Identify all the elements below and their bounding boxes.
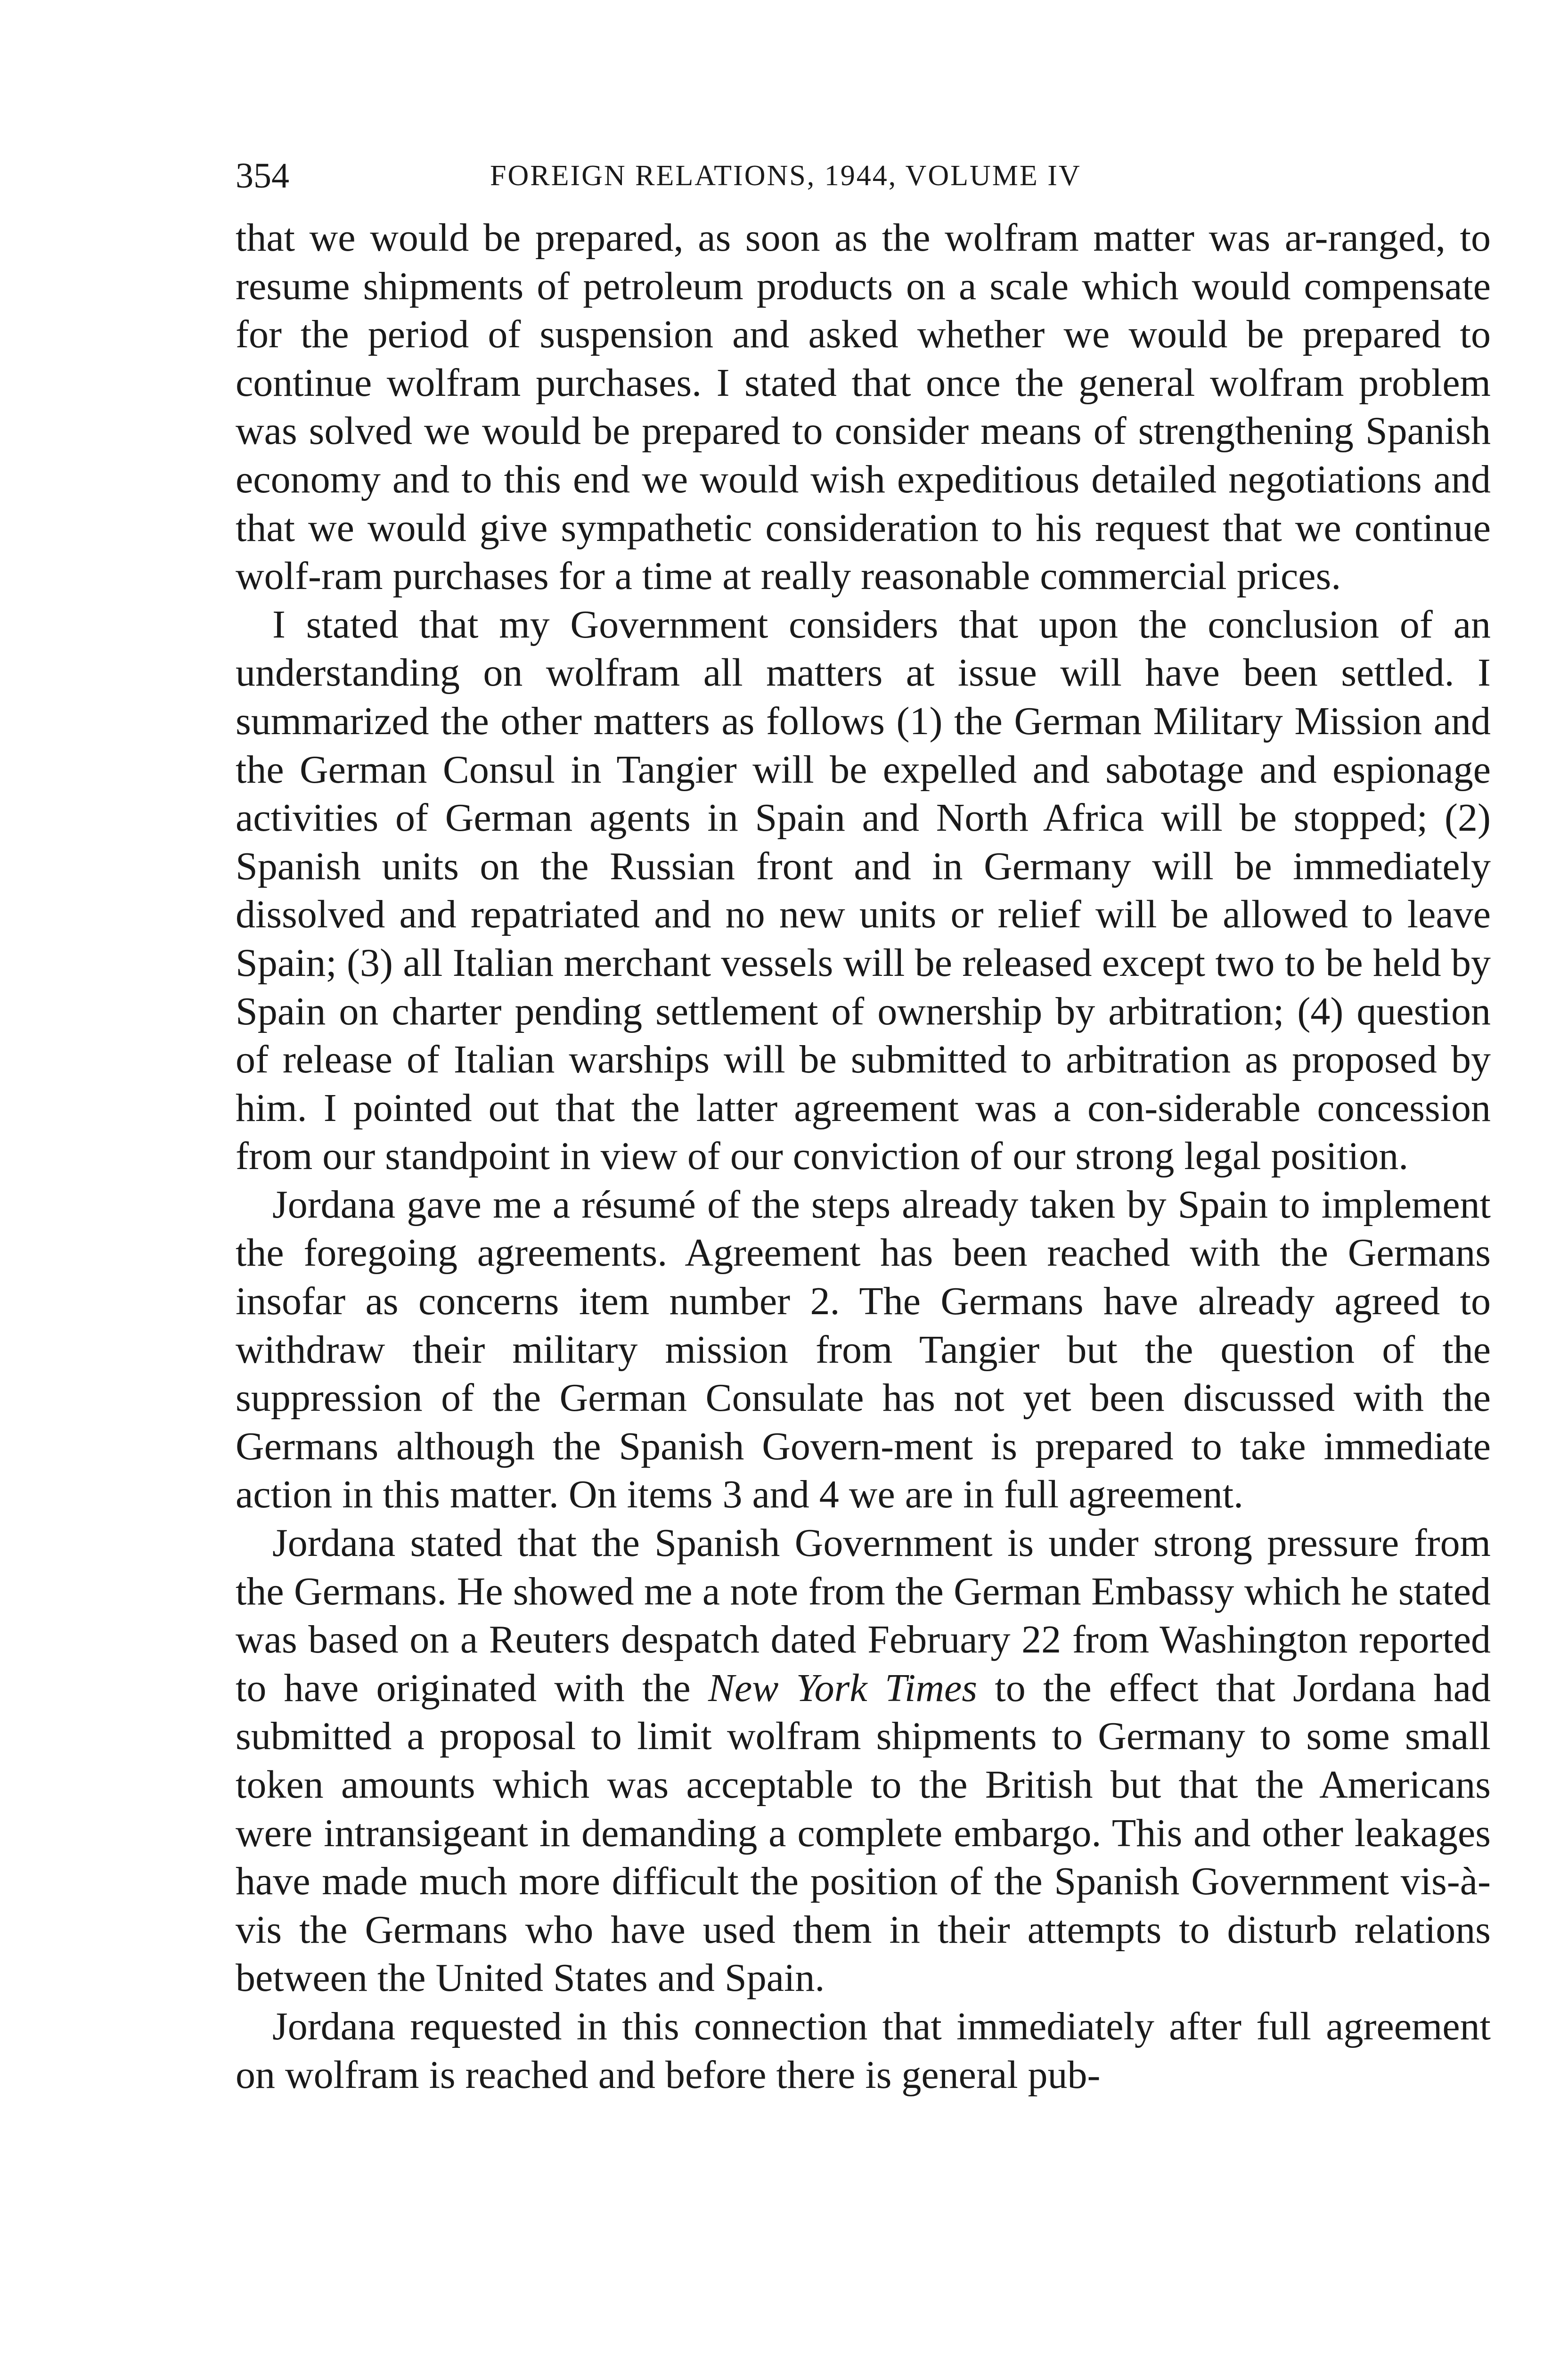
page-number: 354 [236,156,289,196]
body-text [236,214,1491,2099]
paragraph-continuation: that we would be prepared, as soon as the wolfram matter was ar-ranged, to resume shipments of petroleum products on a scale which would compensate for the period of suspension and asked whether we would be prepared to continue wolfram purchases. I stated that once the general wolfram problem was solved we would be prepared to consider means of strengthening Spanish economy and to this end we would wish expeditious detailed negotiations and that we would give sympathetic consideration to his request that we continue wolf-ram purchases for a time at really reasonable commercial prices. [236,216,1491,598]
paragraph-text-segment: to the effect that Jordana had submitted a proposal to limit wolfram shipments to Germany to some small token amounts which was acceptable to the British but that the Americans were intransigeant in demanding a complete embargo. This and other leakages have made much more difficult the position of the Spanish Government vis-à-vis the Germans who have used them in their attempts to disturb relations between the United States and Spain. [236,1666,1491,2000]
paragraph-text-segment: Jordana stated that the Spanish Government is under strong pressure from the Germans. He showed me a note from the German Embassy which he stated was based on a Reuters despatch dated February 22 from Washington reported to have originated with the [236,1521,1491,1710]
running-head [236,150,1491,202]
paragraph-jordana-resume: Jordana gave me a résumé of the steps already taken by Spain to implement the foregoing agreements. Agreement has been reached with the Germans insofar as concerns item number 2. The Germans have already agreed to withdraw their military mission from Tangier but the question of the suppression of the German Consulate has not yet been discussed with the Germans although the Spanish Govern-ment is prepared to take immediate action in this matter. On items 3 and 4 we are in full agreement. [236,1182,1491,1517]
paragraph-german-pressure [236,1519,1491,2003]
book-page [236,150,1491,2099]
running-title: FOREIGN RELATIONS, 1944, VOLUME IV [490,160,1081,192]
paragraph-jordana-request: Jordana requested in this connection that immediately after full agreement on wolfram is reached and before there is general pub- [236,2004,1491,2097]
newspaper-title: New York Times [708,1666,978,1710]
paragraph-matters-summary: I stated that my Government considers that upon the conclusion of an understanding on wolfram all matters at issue will have been settled. I summarized the other matters as follows (1) the German Military Mission and the German Consul in Tangier will be expelled and sabotage and espionage activities of German agents in Spain and North Africa will be stopped; (2) Spanish units on the Russian front and in Germany will be immediately dissolved and repatriated and no new units or relief will be allowed to leave Spain; (3) all Italian merchant vessels will be released except two to be held by Spain on charter pending settlement of ownership by arbitration; (4) question of release of Italian warships will be submitted to arbitration as proposed by him. I pointed out that the latter agreement was a con-siderable concession from our standpoint in view of our conviction of our strong legal position. [236,602,1491,1178]
